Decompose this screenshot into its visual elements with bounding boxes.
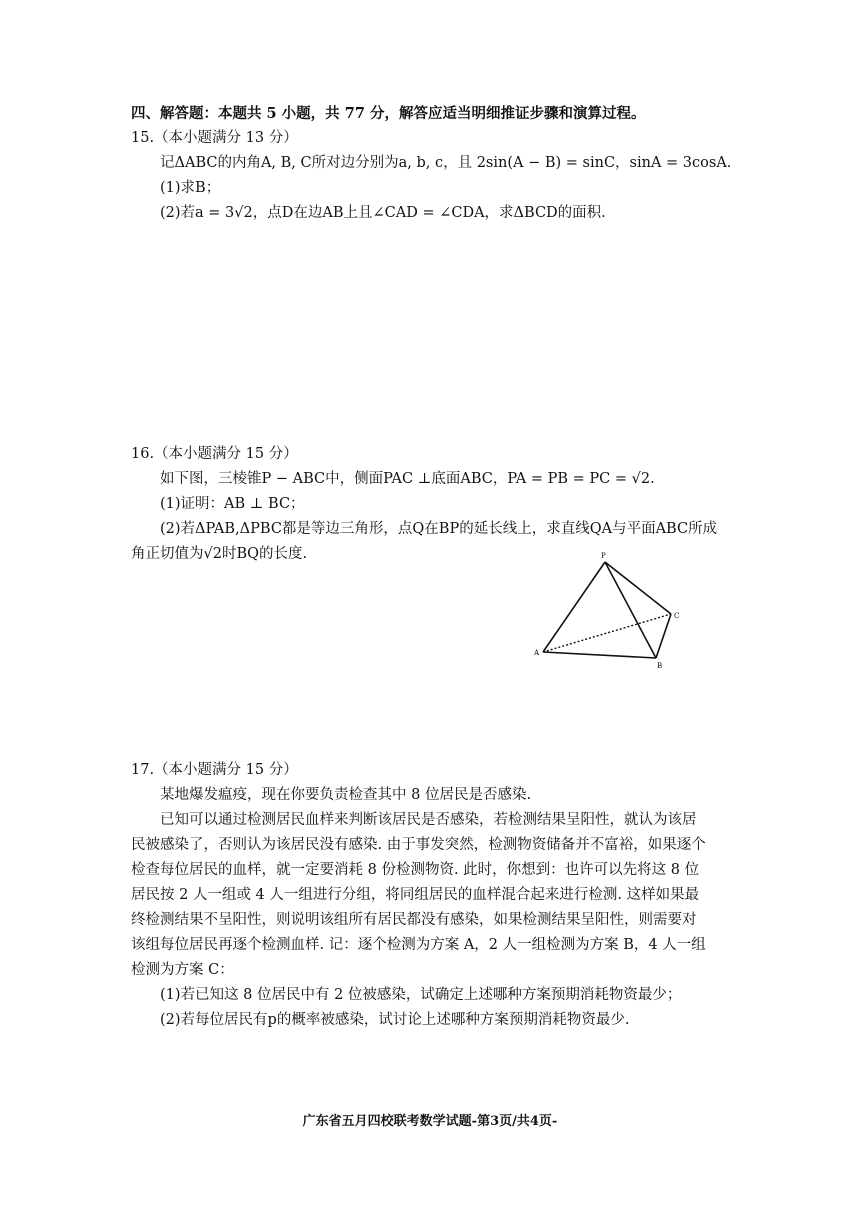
label-a: A <box>534 649 540 657</box>
q15-stem: 记ΔABC的内角A, B, C所对边分别为a, b, c，且 2sin(A − B) = sinC，sinA = 3cosA. <box>160 155 732 171</box>
edge-ab <box>543 652 656 658</box>
q16-header: 16.（本小题满分 15 分） <box>131 446 298 462</box>
q17-line8: 检测为方案 C： <box>131 962 234 978</box>
edge-pa <box>543 562 605 652</box>
section-heading: 四、解答题：本题共 5 小题，共 77 分，解答应适当明细推证步骤和演算过程。 <box>131 105 646 122</box>
q15-header: 15.（本小题满分 13 分） <box>131 130 298 146</box>
pyramid-figure <box>530 548 690 672</box>
q15-part2: (2)若a = 3√2，点D在边AB上且∠CAD = ∠CDA，求ΔBCD的面积. <box>160 205 606 221</box>
page-footer: 广东省五月四校联考数学试题-第3页/共4页- <box>302 1114 558 1129</box>
edge-bc <box>656 614 671 658</box>
q15-part1: (1)求B； <box>160 180 221 196</box>
q17-line1: 某地爆发瘟疫，现在你要负责检查其中 8 位居民是否感染. <box>160 787 532 803</box>
q17-line3: 民被感染了，否则认为该居民没有感染. 由于事发突然，检测物资储备并不富裕，如果逐个 <box>131 837 706 853</box>
q17-line4: 检查每位居民的血样，就一定要消耗 8 份检测物资. 此时，你想到：也许可以先将这 8 位 <box>131 862 700 878</box>
q17-line5: 居民按 2 人一组或 4 人一组进行分组，将同组居民的血样混合起来进行检测. 这样如果最 <box>131 887 700 903</box>
q16-part2-line1: (2)若ΔPAB,ΔPBC都是等边三角形，点Q在BP的延长线上，求直线QA与平面ABC所成 <box>160 521 718 537</box>
edge-pc <box>605 562 671 614</box>
q17-line6: 终检测结果不呈阳性，则说明该组所有居民都没有感染，如果检测结果呈阳性，则需要对 <box>131 912 697 928</box>
label-b: B <box>657 662 663 670</box>
q17-part2: (2)若每位居民有p的概率被感染，试讨论上述哪种方案预期消耗物资最少. <box>160 1012 630 1028</box>
q16-part2-line2: 角正切值为√2时BQ的长度. <box>131 546 308 562</box>
q17-line7: 该组每位居民再逐个检测血样. 记：逐个检测为方案 A，2 人一组检测为方案 B，4 人一组 <box>131 937 706 953</box>
label-c: C <box>674 612 680 620</box>
edge-pb <box>605 562 656 658</box>
edge-ac-hidden <box>543 614 671 652</box>
q17-line2: 已知可以通过检测居民血样来判断该居民是否感染，若检测结果呈阳性，就认为该居 <box>160 812 697 828</box>
q16-stem: 如下图，三棱锥P − ABC中，侧面PAC ⊥底面ABC，PA = PB = PC = √2. <box>160 471 655 487</box>
label-p: P <box>601 552 606 560</box>
q17-header: 17.（本小题满分 15 分） <box>131 762 298 778</box>
q17-part1: (1)若已知这 8 位居民中有 2 位被感染，试确定上述哪种方案预期消耗物资最少； <box>160 987 682 1003</box>
q16-part1: (1)证明：AB ⊥ BC； <box>160 496 305 512</box>
